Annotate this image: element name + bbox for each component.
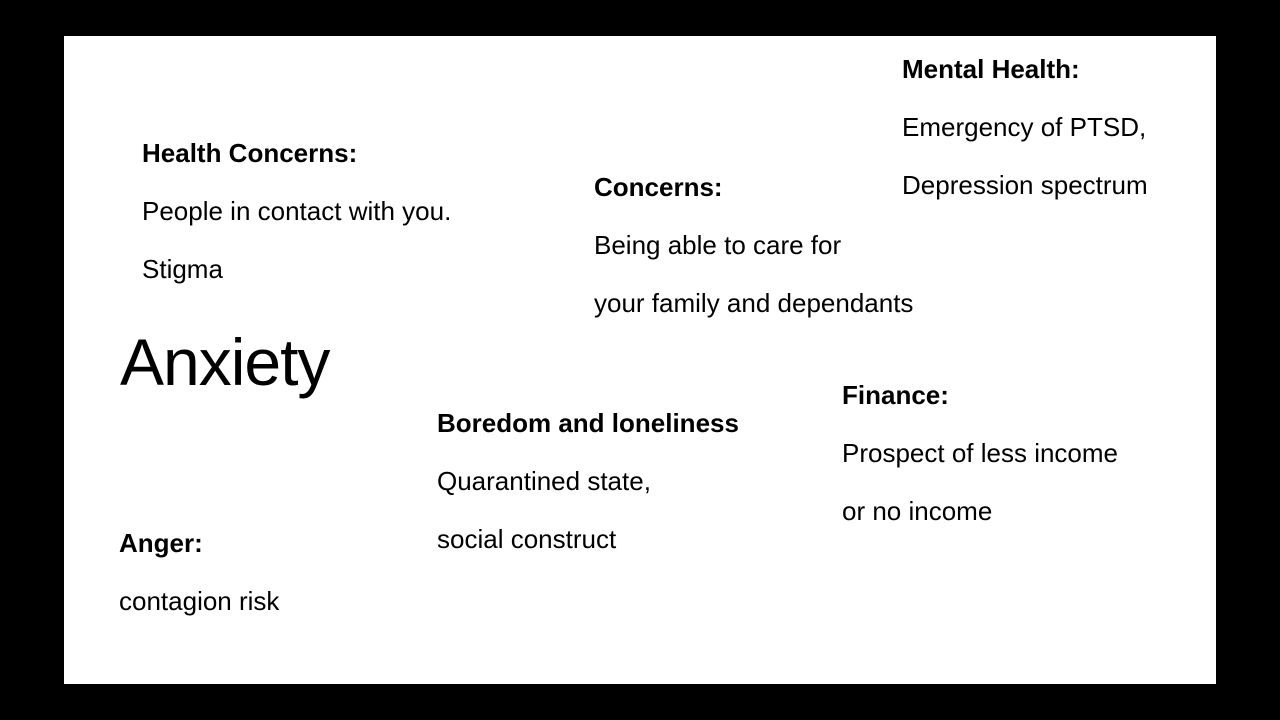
boredom-heading: Boredom and loneliness [437,408,739,438]
finance-block [842,378,1118,528]
health-concerns-line-2: Stigma [142,254,223,284]
health-concerns-line-1: People in contact with you. [142,196,452,226]
mental-health-line-2: Depression spectrum [902,170,1148,200]
mental-health-block [902,52,1148,202]
anger-line-1: contagion risk [119,586,280,616]
anger-heading: Anger: [119,528,203,558]
finance-line-2: or no income [842,496,993,526]
concerns-block [594,170,913,320]
finance-heading: Finance: [842,380,949,410]
slide [64,36,1216,684]
anger-block [119,526,279,618]
concerns-heading: Concerns: [594,172,723,202]
boredom-line-1: Quarantined state, [437,466,651,496]
health-concerns-heading: Health Concerns: [142,138,358,168]
finance-line-1: Prospect of less income [842,438,1119,468]
concerns-line-1: Being able to care for [594,230,842,260]
slide-title: Anxiety [120,325,330,399]
mental-health-line-1: Emergency of PTSD, [902,112,1147,142]
concerns-line-2: your family and dependants [594,288,914,318]
mental-health-heading: Mental Health: [902,54,1080,84]
boredom-block [437,406,739,556]
health-concerns-block [142,136,451,286]
boredom-line-2: social construct [437,524,617,554]
